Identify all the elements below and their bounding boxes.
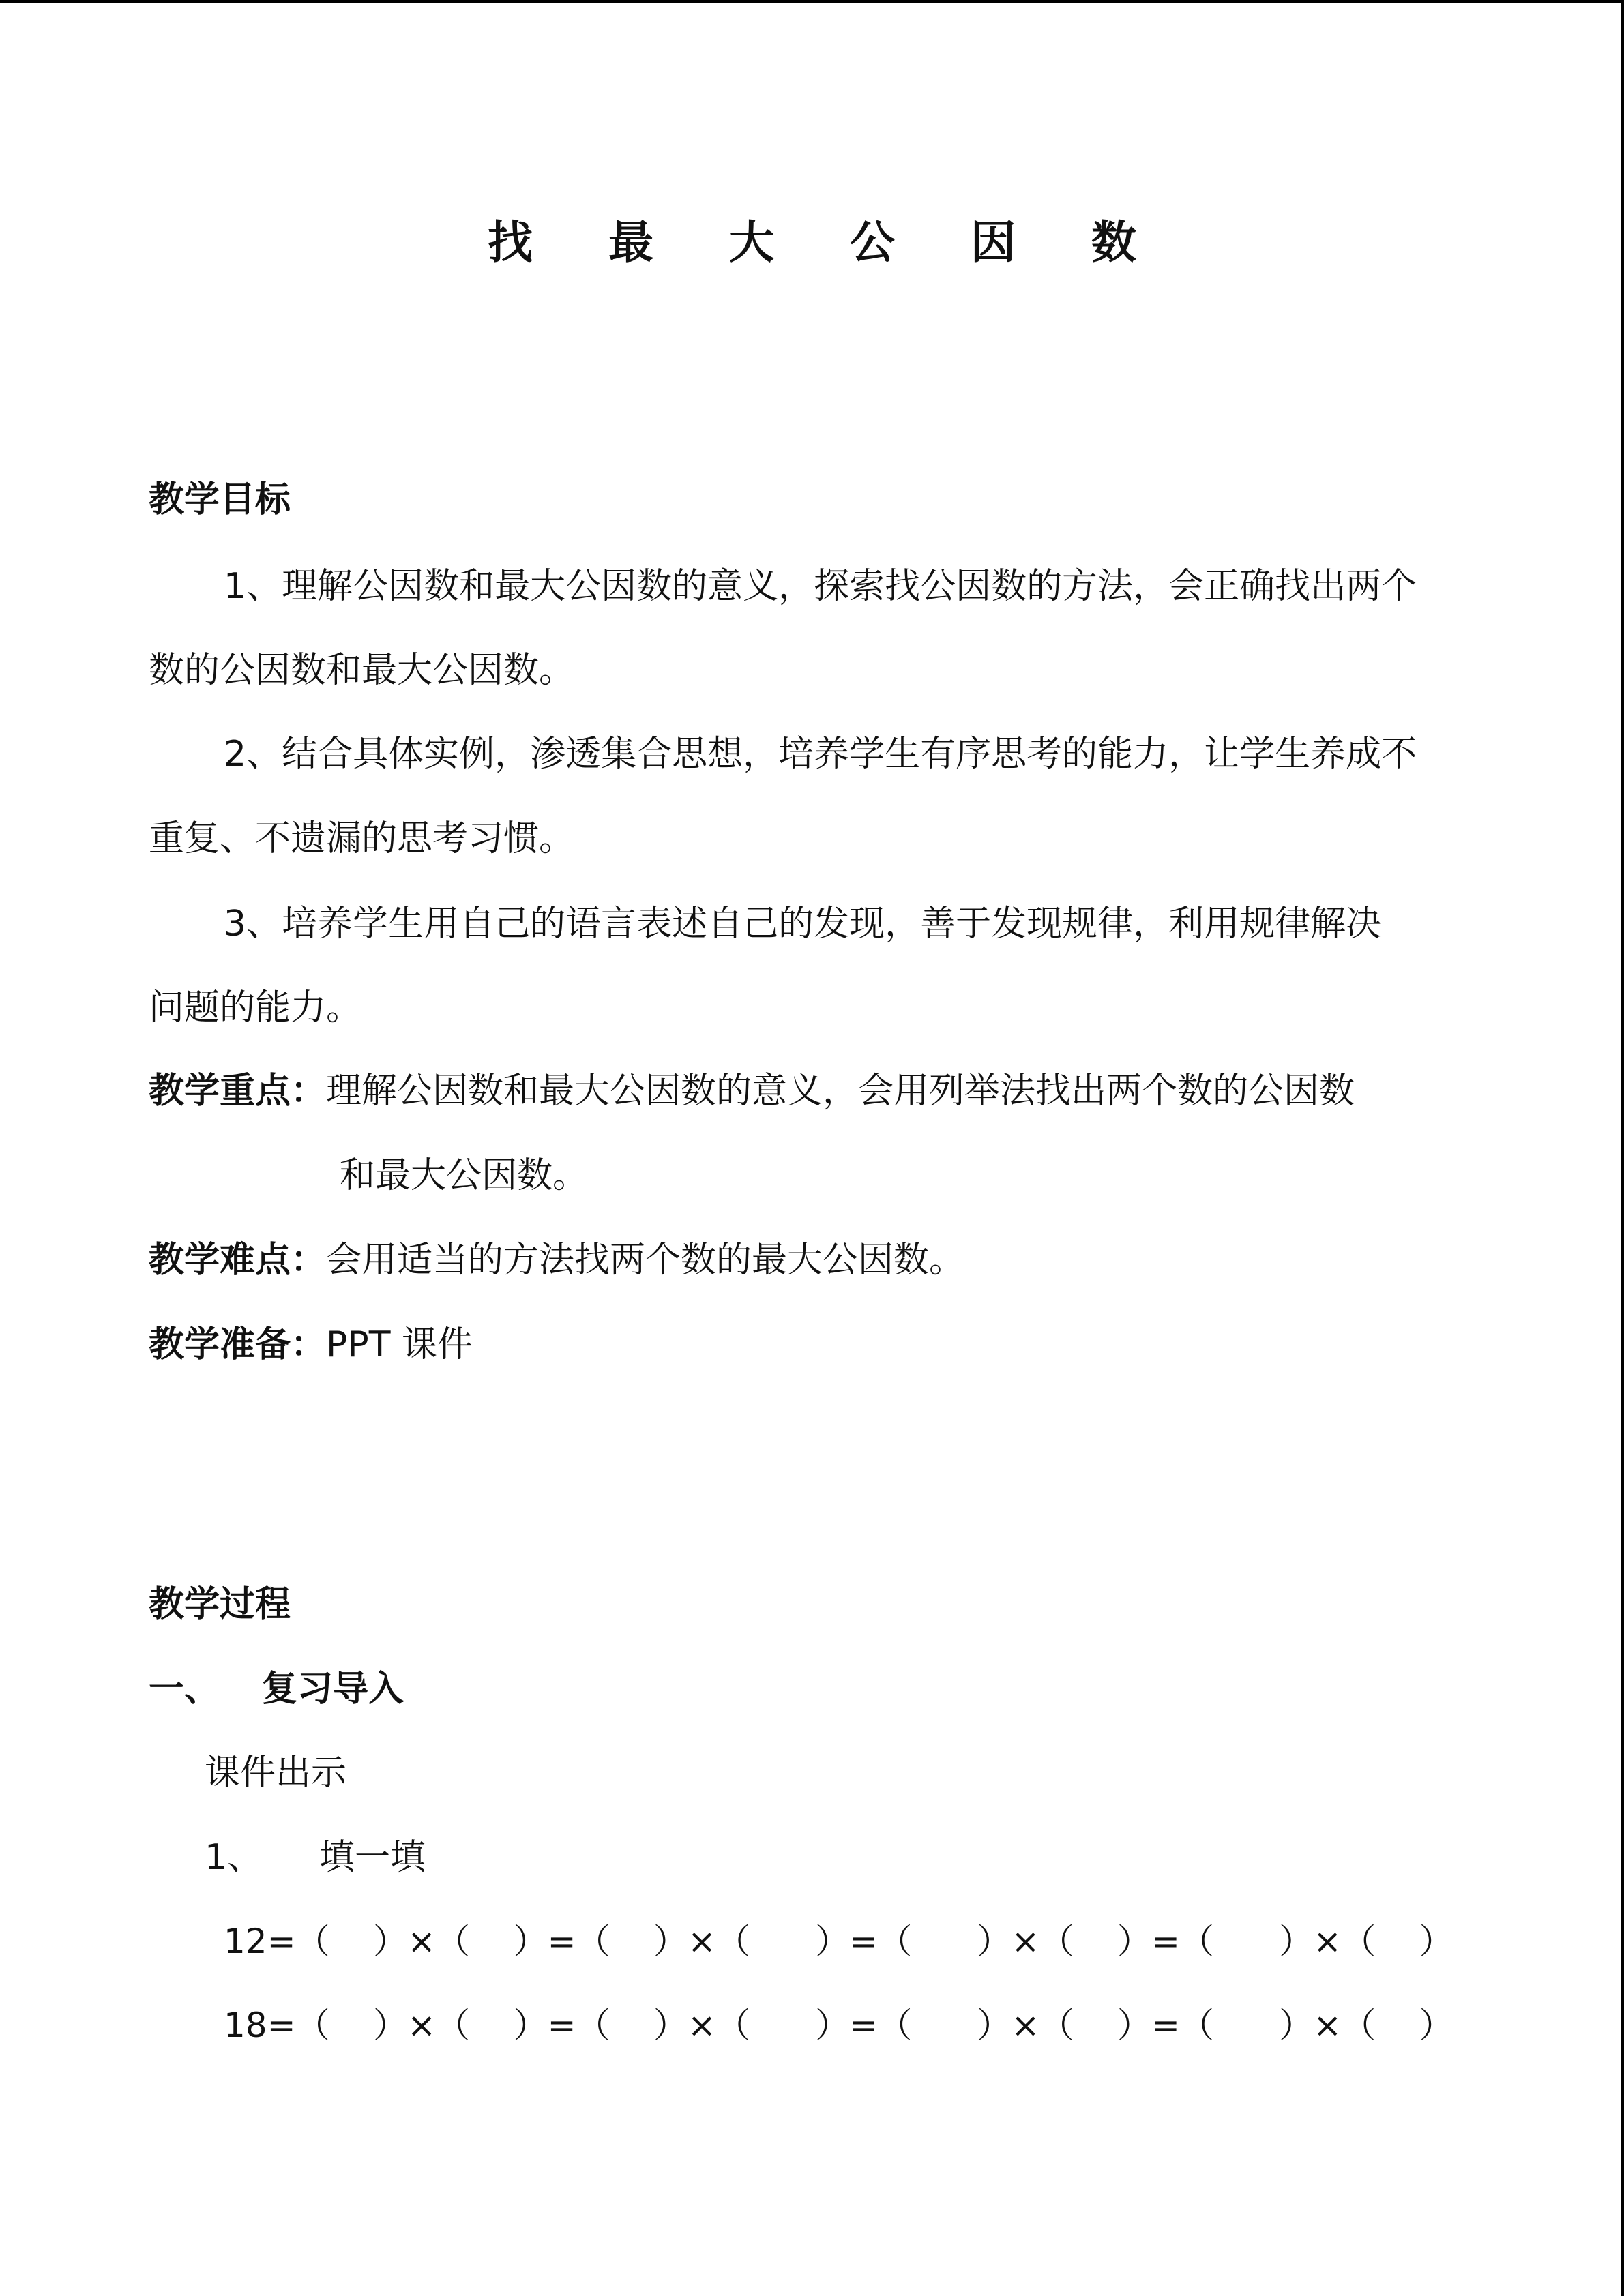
process-heading: 教学过程 — [149, 1584, 291, 1625]
equation-18 — [224, 1998, 1453, 2047]
equation-12-lhs: 12= — [224, 1922, 296, 1961]
exercise-1-number: 1、 — [205, 1837, 263, 1878]
difficulty-text: 会用适当的方法找两个数的最大公因数。 — [326, 1240, 965, 1281]
objective-2-line-2: 重复、不遗漏的思考习惯。 — [149, 818, 575, 859]
section-1-title: 复习导入 — [262, 1669, 404, 1710]
objective-3-line-2: 问题的能力。 — [149, 987, 362, 1028]
equation-12-blanks: （ ）×（ ）=（ ）×（ ）=（ ）×（ ）=（ ）×（ ） — [295, 1922, 1453, 1961]
preparation — [149, 1315, 473, 1367]
courseware-label: 课件出示 — [205, 1753, 347, 1793]
key-point — [149, 1062, 1355, 1113]
difficulty — [149, 1231, 964, 1282]
exercise-1-title: 填一填 — [319, 1837, 426, 1878]
objective-1-line-2: 数的公因数和最大公因数。 — [149, 650, 575, 691]
document-title: 找 最 大 公 因 数 — [488, 216, 1166, 269]
key-point-label: 教学重点： — [149, 1071, 327, 1112]
key-point-text-line-2: 和最大公因数。 — [340, 1155, 589, 1196]
section-1-number: 一、 — [149, 1669, 220, 1710]
objective-3-line-1: 3、培养学生用自己的语言表述自己的发现，善于发现规律，利用规律解决 — [224, 904, 1382, 944]
key-point-text-line-1: 理解公因数和最大公因数的意义，会用列举法找出两个数的公因数 — [326, 1071, 1355, 1112]
page-right-border — [1621, 0, 1624, 2296]
equation-18-blanks: （ ）×（ ）=（ ）×（ ）=（ ）×（ ）=（ ）×（ ） — [295, 2006, 1453, 2045]
page-top-border — [0, 0, 1624, 3]
objectives-heading: 教学目标 — [149, 479, 291, 520]
difficulty-label: 教学难点： — [149, 1240, 327, 1281]
equation-12 — [224, 1914, 1453, 1963]
objective-1-line-1: 1、理解公因数和最大公因数的意义，探索找公因数的方法，会正确找出两个 — [224, 566, 1417, 607]
preparation-label: 教学准备： — [149, 1324, 327, 1365]
objective-2-line-1: 2、结合具体实例，渗透集合思想，培养学生有序思考的能力，让学生养成不 — [224, 734, 1417, 775]
preparation-text: PPT 课件 — [326, 1324, 473, 1365]
equation-18-lhs: 18= — [224, 2006, 296, 2045]
